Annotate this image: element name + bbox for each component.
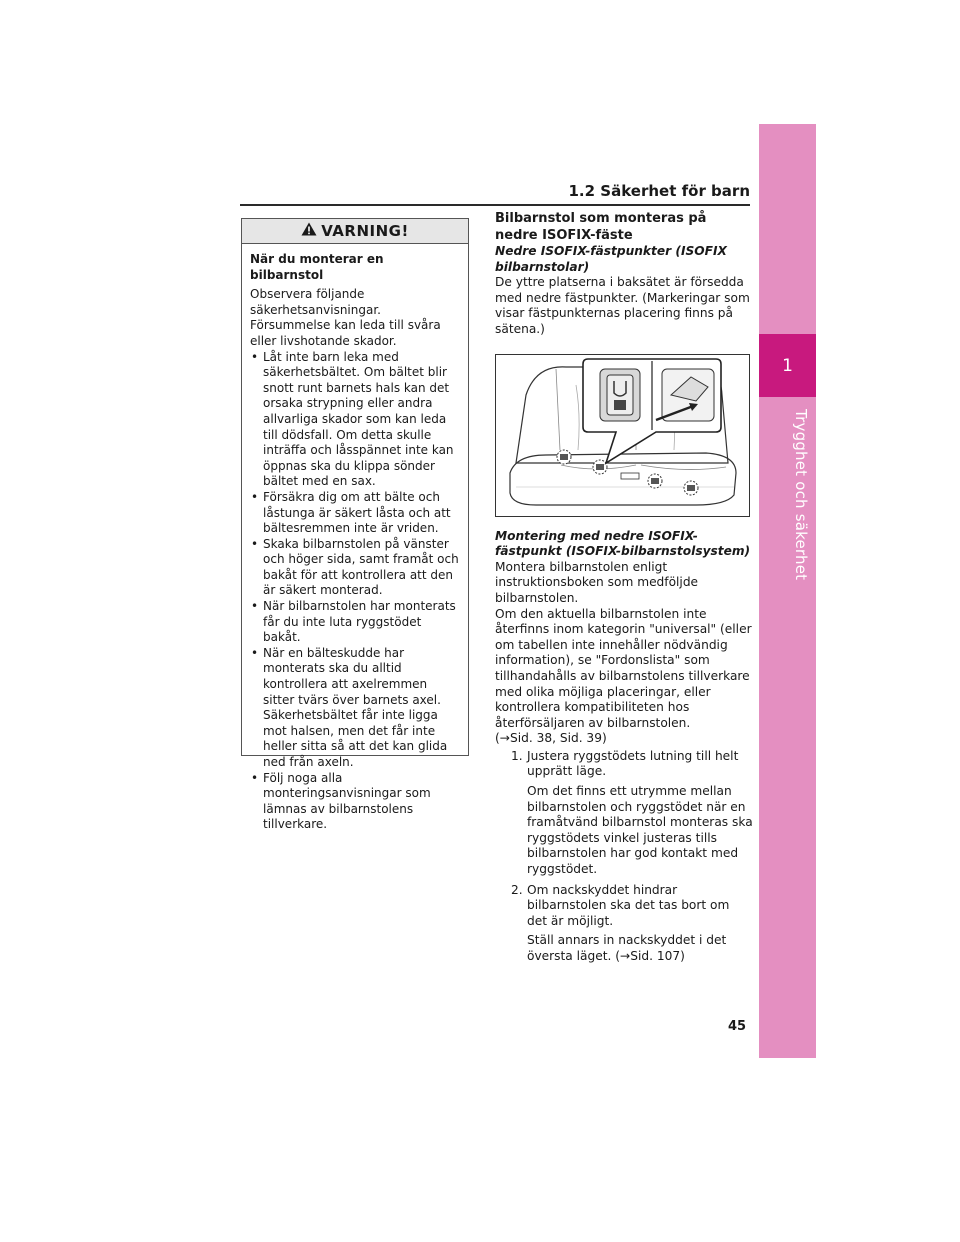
warning-box [241, 218, 469, 832]
section-title: 1.2 Säkerhet för barn [568, 182, 750, 200]
right-column [495, 210, 753, 970]
warning-heading: VARNING! [321, 222, 409, 240]
mount-heading: Montering med nedre ISOFIX-fästpunkt (ISOFIX-bilbarnstolsystem) [495, 528, 751, 559]
anchor-text: De yttre platserna i baksätet är försedda med nedre fästpunkter. (Markeringar som visar fästpunkternas placering finns på sätena.) [495, 275, 750, 336]
mount-text-1: Montera bilbarnstolen enligt instruktionsboken som medföljde bilbarnstolen. [495, 559, 699, 605]
step-item [495, 883, 753, 965]
warning-bullet: • Försäkra dig om att bälte och låstunga är säkert låsta och att bältesremmen inte är vriden. [250, 490, 460, 537]
step-list [495, 749, 753, 965]
warning-bullet: • Låt inte barn leka med säkerhetsbältet. Om bältet blir snott runt barnets hals kan det orsaka strypning eller andra allvarliga skador som kan leda till dödsfall. Om detta skulle inträffa och låsspännet inte kan öppnas ska du klippa sönder bältet med en sax. [250, 350, 460, 490]
warning-intro: Observera följande säkerhetsanvisningar. Försummelse kan leda till svåra eller livshotande skador. [250, 287, 441, 348]
mount-page-ref: (→Sid. 38, Sid. 39) [495, 731, 607, 746]
anchor-heading: Nedre ISOFIX-fästpunkter (ISOFIX bilbarnstolar) [495, 244, 727, 274]
step-number: 1. [511, 748, 523, 763]
isofix-seat-illustration [495, 354, 750, 517]
warning-bullet: • När en bälteskudde har monterats ska du alltid kontrollera att axelremmen sitter tvärs över barnets axel. Säkerhetsbältet får inte ligga mot halsen, men det får inte heller sitta så att det kan glida ned från axeln. [250, 646, 460, 771]
page-number: 45 [728, 1019, 747, 1034]
warning-list [250, 350, 460, 833]
warning-subheading: När du monterar en bilbarnstol [250, 252, 384, 282]
warning-bullet: • Skaka bilbarnstolen på vänster och höger sida, samt framåt och bakåt för att kontrollera att den är säkert monterad. [250, 537, 460, 599]
step-number: 2. [511, 882, 523, 897]
chapter-title: Trygghet och säkerhet [792, 409, 810, 581]
step-note: Om det finns ett utrymme mellan bilbarnstolen och ryggstödet när en framåtvänd bilbarnstol monteras ska ryggstödets vinkel justeras tills bilbarnstolen har god kontakt med ryggstödet. [527, 784, 753, 877]
mount-text-2: Om den aktuella bilbarnstolen inte återfinns inom kategorin "universal" (eller om tabellen inte innehåller nödvändig information), se "Fordonslista" som tillhandahålls av bilbarnstolens tillverkare med olika möjliga placeringar, eller kontrollera kompatibiliteten hos återförsäljaren av bilbarnstolen. [495, 606, 752, 730]
step-note: Ställ annars in nackskyddet i det översta läget. (→Sid. 107) [527, 933, 727, 963]
warning-body [242, 244, 468, 833]
page-header [240, 176, 750, 206]
header-rule [240, 204, 750, 206]
step-item [495, 749, 753, 878]
chapter-number: 1 [759, 334, 816, 397]
step-text: Justera ryggstödets lutning till helt upprätt läge. [527, 748, 739, 779]
isofix-title: Bilbarnstol som monteras på nedre ISOFIX-fäste [495, 211, 707, 243]
step-text: Om nackskyddet hindrar bilbarnstolen ska det tas bort om det är möjligt. [527, 882, 730, 928]
warning-bullet: • Följ noga alla monteringsanvisningar som lämnas av bilbarnstolens tillverkare. [250, 771, 460, 833]
warning-bullet: • När bilbarnstolen har monterats får du inte luta ryggstödet bakåt. [250, 599, 460, 646]
chapter-side-tab [759, 124, 816, 1058]
warning-header [242, 219, 468, 244]
warning-triangle-icon [301, 222, 317, 240]
